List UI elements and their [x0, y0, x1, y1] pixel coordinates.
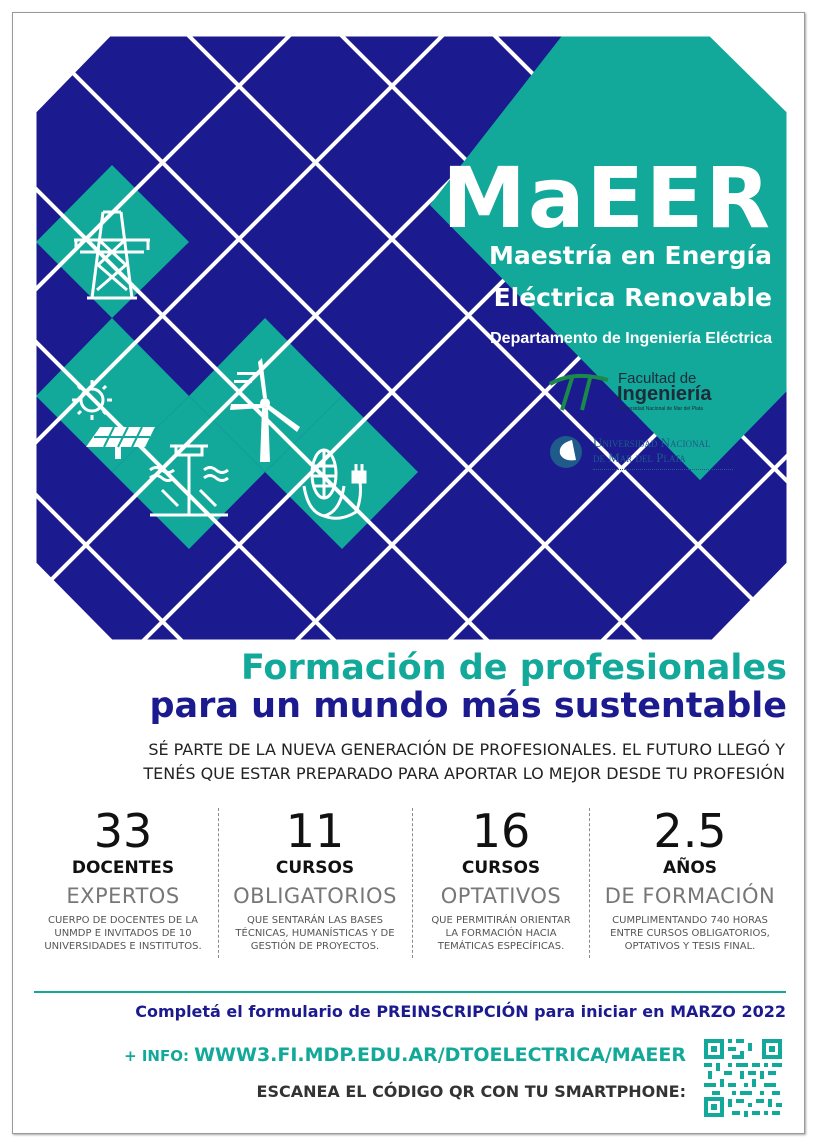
stat-sublabel: DE FORMACIÓN: [604, 884, 776, 908]
scan-instruction: ESCANEA EL CÓDIGO QR CON TU SMARTPHONE:: [256, 1082, 686, 1101]
stat-sublabel: OBLIGATORIOS: [233, 884, 397, 908]
facultad-logo-line3: Universidad Nacional de Mar del Plata: [618, 406, 704, 412]
stat-desc-line: QUE PERMITIRÁN ORIENTAR: [431, 915, 571, 926]
headline-line2: para un mundo más sustentable: [149, 686, 787, 726]
preinscription-cta: Completá el formulario de PREINSCRIPCIÓN para iniciar en MARZO 2022: [135, 1002, 786, 1021]
universidad-logo-line1: Universidad Nacional: [593, 435, 711, 450]
qr-code[interactable]: [702, 1037, 784, 1119]
stat-desc-line: OPTATIVOS Y TESIS FINAL.: [624, 941, 756, 952]
facultad-logo-line2: Ingeniería: [617, 383, 712, 405]
stat-anios: [592, 804, 788, 953]
stat-description: [406, 914, 596, 953]
stat-desc-line: TÉCNICAS, HUMANÍSTICAS Y DE: [235, 928, 395, 939]
stat-desc-line: CUMPLIMENTANDO 740 HORAS: [612, 915, 768, 926]
stat-docentes: [28, 804, 218, 953]
stat-desc-line: QUE SENTARÁN LAS BASES: [247, 915, 383, 926]
stat-desc-line: CUERPO DE DOCENTES DE LA: [48, 915, 198, 926]
intro-line1: SÉ PARTE DE LA NUEVA GENERACIÓN DE PROFESIONALES. EL FUTURO LLEGÓ Y: [148, 740, 785, 759]
stat-divider: [218, 808, 219, 958]
program-subtitle-line1: Maestría en Energía: [489, 241, 772, 270]
stat-label: DOCENTES: [71, 858, 175, 878]
stat-cursos-optativos: [406, 804, 596, 953]
intro-text: [28, 738, 785, 786]
stat-number: 16: [471, 804, 531, 858]
headline-line1: Formación de profesionales: [240, 648, 787, 688]
stat-desc-line: TEMÁTICAS ESPECÍFICAS.: [437, 941, 565, 952]
program-subtitle-line2: Eléctrica Renovable: [493, 283, 772, 312]
intro-line2: TENÉS QUE ESTAR PREPARADO PARA APORTAR LO MEJOR DESDE TU PROFESIÓN: [143, 764, 785, 783]
stat-description: [220, 914, 410, 953]
stat-description: [592, 914, 788, 953]
facultad-logo-line1: Facultad de: [618, 370, 697, 387]
footer-rule: [34, 991, 786, 993]
info-label: + INFO:: [124, 1047, 189, 1065]
stat-description: [28, 914, 218, 953]
info-url-link[interactable]: WWW3.FI.MDP.EDU.AR/DTOELECTRICA/MAEER: [194, 1044, 686, 1066]
stat-sublabel: OPTATIVOS: [440, 884, 562, 908]
stat-cursos-obligatorios: [220, 804, 410, 953]
stat-divider: [589, 808, 590, 958]
stat-number: 11: [285, 804, 345, 858]
stat-label: CURSOS: [275, 858, 355, 878]
universidad-logo-line2: de Mar del Plata: [593, 450, 733, 470]
stat-number: 2.5: [653, 804, 727, 858]
stat-number: 33: [93, 804, 153, 858]
universidad-logo-mark: [550, 436, 582, 468]
stat-desc-line: GESTIÓN DE PROYECTOS.: [250, 941, 380, 952]
stat-desc-line: LA FORMACIÓN HACIA: [445, 928, 557, 939]
stat-label: CURSOS: [461, 858, 541, 878]
department-name: Departamento de Ingeniería Eléctrica: [490, 330, 772, 347]
stat-desc-line: UNIVERSIDADES E INSTITUTOS.: [44, 941, 202, 952]
stat-desc-line: UNMDP E INVITADOS DE 10: [54, 928, 192, 939]
info-line: [34, 1044, 686, 1066]
stat-desc-line: ENTRE CURSOS OBLIGATORIOS,: [610, 928, 770, 939]
stat-sublabel: EXPERTOS: [66, 884, 180, 908]
program-title: MaEER: [442, 149, 772, 247]
stat-label: AÑOS: [662, 858, 718, 878]
